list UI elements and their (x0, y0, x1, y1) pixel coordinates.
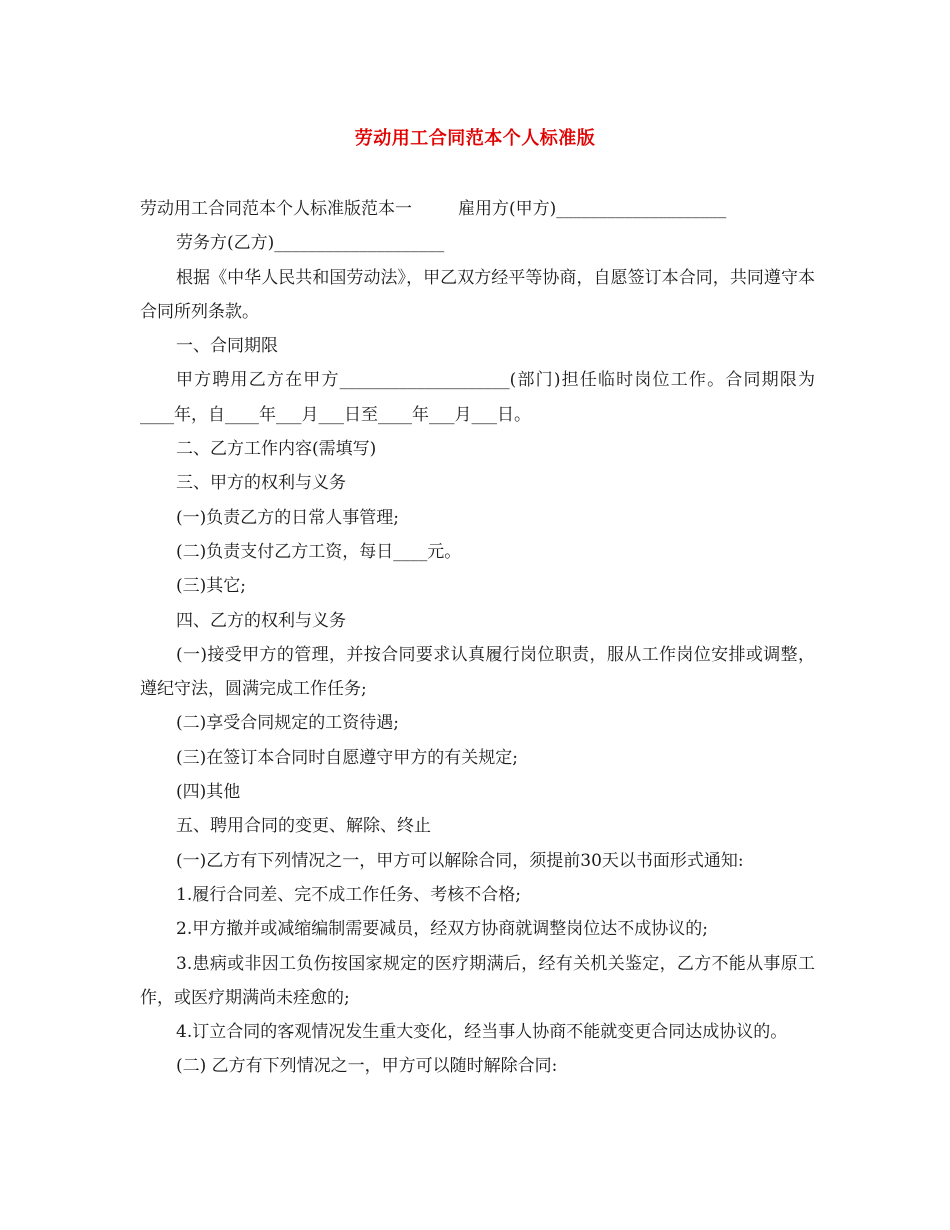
termination-item-2: 2.甲方撤并或减缩编制需要减员，经双方协商就调整岗位达不成协议的; (176, 919, 708, 940)
termination-item-4: 4.订立合同的客观情况发生重大变化，经当事人协商不能就变更合同达成协议的。 (176, 1022, 788, 1043)
intro-line (140, 192, 815, 226)
document-body (140, 192, 815, 1084)
employee-clause-3: (三)在签订本合同时自愿遵守甲方的有关规定; (176, 747, 518, 768)
employee-clause-1: (一)接受甲方的管理，并按合同要求认真履行岗位职责，服从工作岗位安排或调整，遵纪守法，圆满完成工作任务; (140, 644, 815, 700)
employer-clause-3: (三)其它; (176, 576, 246, 597)
section-heading-termination: 五、聘用合同的变更、解除、终止 (176, 816, 431, 837)
section-heading-term: 一、合同期限 (176, 336, 278, 357)
section-heading-employer-rights: 三、甲方的权利与义务 (176, 473, 346, 494)
termination-item-3: 3.患病或非因工负伤按国家规定的医疗期满后，经有关机关鉴定，乙方不能从事原工作，或医疗期满尚未痊愈的; (140, 953, 815, 1008)
termination-item-1: 1.履行合同差、完不成工作任务、考核不合格; (176, 884, 521, 905)
preamble: 根据《中华人民共和国劳动法》，甲乙双方经平等协商，自愿签订本合同，共同遵守本合同所列条款。 (140, 267, 815, 322)
termination-clause-2: (二) 乙方有下列情况之一，甲方可以随时解除合同: (176, 1056, 558, 1077)
employer-clause-2: (二)负责支付乙方工资，每日____元。 (176, 541, 462, 562)
employer-field: 雇用方(甲方)____________________ (458, 199, 727, 219)
section-heading-work: 二、乙方工作内容(需填写) (176, 439, 377, 460)
document-title: 劳动用工合同范本个人标准版 (354, 128, 596, 149)
employer-clause-1: (一)负责乙方的日常人事管理; (176, 507, 399, 528)
employee-clause-4: (四)其他 (176, 782, 241, 803)
employee-clause-2: (二)享受合同规定的工资待遇; (176, 713, 399, 734)
term-clause: 甲方聘用乙方在甲方____________________(部门)担任临时岗位工作。合同期限为____年，自____年___月___日至____年___月___日。 (140, 370, 815, 425)
employee-field: 劳务方(乙方)____________________ (176, 233, 445, 254)
intro-heading: 劳动用工合同范本个人标准版范本一 (140, 199, 412, 219)
section-heading-employee-rights: 四、乙方的权利与义务 (176, 610, 346, 631)
termination-clause-1: (一)乙方有下列情况之一，甲方可以解除合同，须提前30天以书面形式通知: (176, 850, 744, 871)
